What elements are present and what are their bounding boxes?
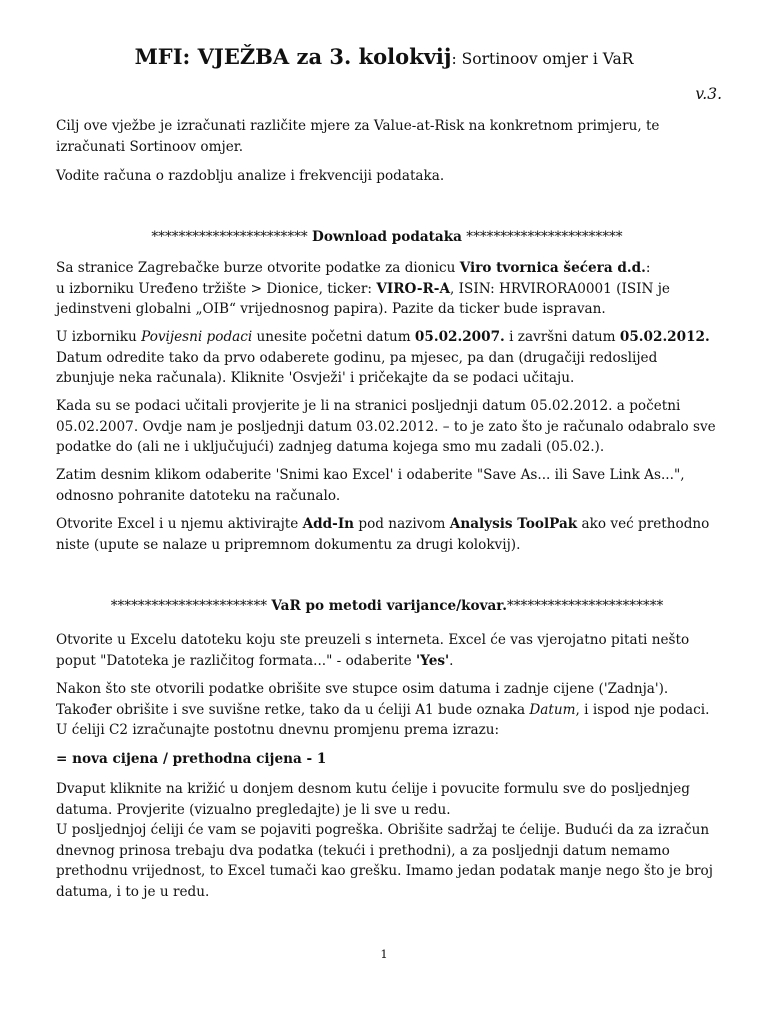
text: Nakon što ste otvorili podatke obrišite sve stupce osim datuma i zadnje cijene ('Zadnja'). Također obrišite i sve suvišne retke, tako da u ćeliji A1 bude oznaka bbox=[56, 681, 669, 718]
text: unesite početni datum bbox=[252, 329, 415, 345]
text-line-2: U posljednjoj ćeliji će vam se pojaviti pogreška. Obrišite sadržaj te ćelije. Budući da za izračun dnevnog prinosa trebaju dva podatka (tekući i prethodni), a za posljednji datum nemamo prethodnu vrijednost, to Excel tumači kao grešku. Imamo jedan podatak manje nego što je broj datuma, i to je u redu. bbox=[56, 822, 713, 900]
datum-label: Datum bbox=[529, 701, 576, 718]
text: pod nazivom bbox=[354, 516, 450, 532]
text: ako već prethodno niste (upute se nalaze u pripremnom dokumentu za drugi kolokvij). bbox=[56, 516, 710, 553]
text: Datum odredite tako da prvo odaberete godinu, pa mjesec, pa dan (drugačiji redoslijed zbunjuje neka računala). Kliknite 'Osvježi' i pričekajte da se podaci učitaju. bbox=[56, 349, 658, 386]
document-title bbox=[56, 44, 712, 72]
text: . bbox=[449, 652, 454, 669]
text: U izborniku bbox=[56, 329, 142, 345]
intro-text-2: Vodite računa o razdoblju analize i frekvenciji podataka. bbox=[56, 168, 445, 184]
var-paragraph-3 bbox=[56, 779, 718, 902]
stars-left: *********************** bbox=[110, 598, 272, 614]
text: Otvorite Excel i u njemu aktivirajte bbox=[56, 516, 303, 532]
heading-text: Download podataka bbox=[312, 229, 462, 245]
start-date: 05.02.2007. bbox=[414, 329, 505, 345]
text: Otvorite u Excelu datoteku koju ste preuzeli s interneta. Excel će vas vjerojatno pitati nešto poput "Datoteka je različitog formata..." - odaberite bbox=[56, 632, 690, 669]
text: u izborniku Uređeno tržište > Dionice, ticker: bbox=[56, 280, 377, 297]
text: Sa stranice Zagrebačke burze otvorite podatke za dionicu bbox=[56, 260, 460, 276]
var-paragraph-2 bbox=[56, 679, 718, 741]
title-subtitle: Sortinoov omjer i VaR bbox=[461, 50, 634, 68]
text: Kada su se podaci učitali provjerite je li na stranici posljednji datum 05.02.2012. a početni 05.02.2007. Ovdje nam je posljednji datum 03.02.2012. – to je zato što je računalo odabralo sve podatke do (ali ne i uključujući) zadnjeg datuma kojega smo mu zadali (05.02.). bbox=[56, 398, 716, 455]
addin-label: Add-In bbox=[302, 516, 355, 532]
formula-text: = nova cijena / prethodna cijena - 1 bbox=[56, 751, 327, 767]
text-line-1: Dvaput kliknite na križić u donjem desnom kutu ćelije i povucite formulu sve do posljednjeg datuma. Provjerite (vizualno pregledajte) je li sve u redu. bbox=[56, 781, 690, 818]
company-name: Viro tvornica šećera d.d. bbox=[459, 260, 646, 276]
download-paragraph-4 bbox=[56, 465, 718, 506]
page-number: 1 bbox=[380, 947, 388, 961]
title-main: MFI: VJEŽBA za 3. kolokvij bbox=[134, 44, 452, 69]
var-paragraph-1 bbox=[56, 630, 718, 671]
menu-name: Povijesni podaci bbox=[141, 329, 253, 345]
download-paragraph-5 bbox=[56, 514, 718, 555]
download-paragraph-3 bbox=[56, 396, 718, 458]
version-label: v.3. bbox=[695, 85, 722, 103]
text: , i ispod nje podaci. U ćeliji C2 izračunajte postotnu dnevnu promjenu prema izrazu: bbox=[56, 701, 710, 738]
title-separator: : bbox=[451, 50, 462, 68]
text: : bbox=[645, 260, 651, 276]
text: i završni datum bbox=[504, 329, 620, 345]
toolpak-label: Analysis ToolPak bbox=[449, 516, 578, 532]
download-paragraph-1 bbox=[56, 258, 718, 320]
section-heading-var bbox=[56, 596, 718, 617]
text: , ISIN: HRVIRORA0001 (ISIN je jedinstveni globalni „OIB“ vrijednosnog papira). Pazite da ticker bude ispravan. bbox=[56, 280, 670, 317]
heading-text: VaR po metodi varijance/kovar. bbox=[271, 598, 507, 614]
stars-right: *********************** bbox=[506, 598, 664, 614]
end-date: 05.02.2012. bbox=[619, 329, 710, 345]
text: Zatim desnim klikom odaberite 'Snimi kao Excel' i odaberite "Save As... ili Save Link As...", odnosno pohranite datoteku na računalo. bbox=[56, 467, 685, 504]
intro-paragraph-1 bbox=[56, 116, 718, 157]
formula bbox=[56, 749, 718, 770]
download-paragraph-2 bbox=[56, 327, 718, 389]
stars-right: *********************** bbox=[461, 229, 623, 245]
section-heading-download bbox=[56, 227, 718, 248]
stars-left: *********************** bbox=[151, 229, 313, 245]
intro-text-1: Cilj ove vježbe je izračunati različite mjere za Value-at-Risk na konkretnom primjeru, te izračunati Sortinoov omjer. bbox=[56, 118, 660, 155]
yes-label: 'Yes' bbox=[416, 652, 450, 669]
intro-paragraph-2 bbox=[56, 166, 718, 187]
ticker: VIRO-R-A bbox=[376, 280, 450, 297]
